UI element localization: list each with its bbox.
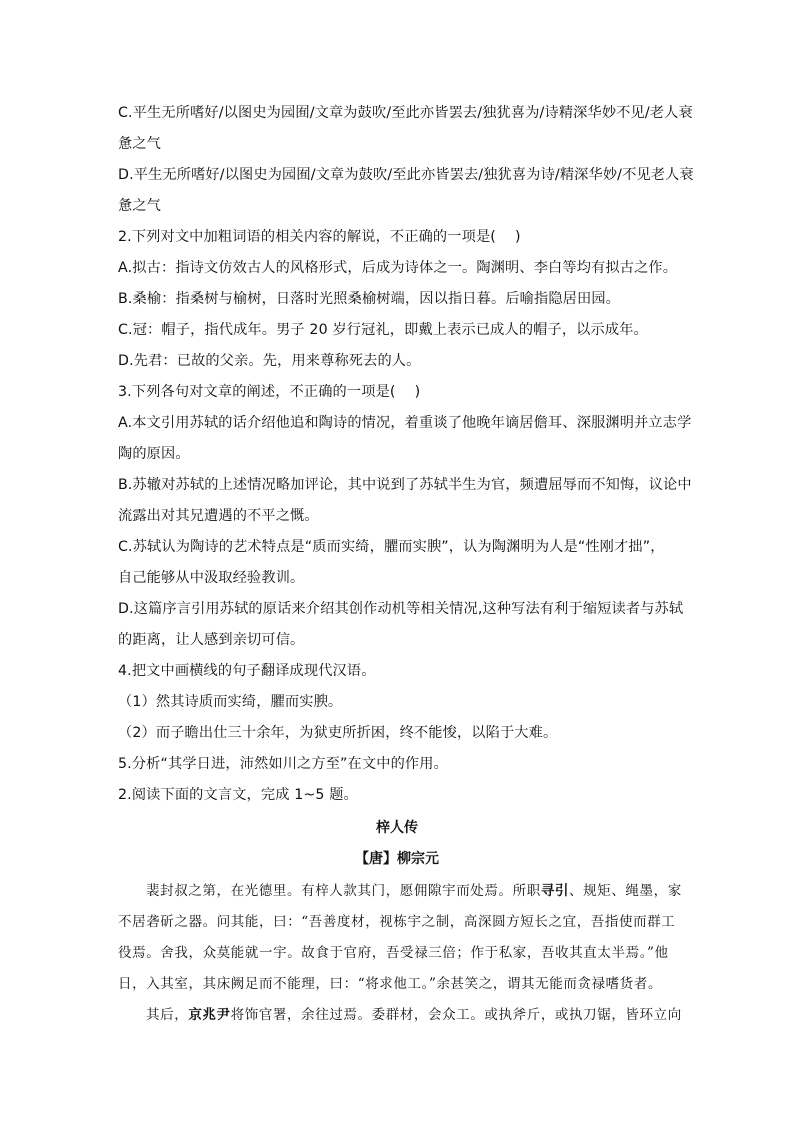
option-d-line-2: 惫之气 xyxy=(118,198,162,214)
q3-option-c-line-1: C.苏轼认为陶诗的艺术特点是“质而实绮，臞而实腴”，认为陶渊明为人是“性刚才拙”， xyxy=(118,539,665,555)
option-d-line-1: D.平生无所嗜好/以图史为园囿/文章为鼓吹/至此亦皆罢去/独犹喜为诗/精深华妙/不见老人衰 xyxy=(118,167,694,183)
passage-text: 将饰官署，余往过焉。委群材，会众工。或执斧斤，或执刀锯，皆环立向 xyxy=(230,1007,682,1023)
bold-term-jingzhaoyin: 京兆尹 xyxy=(188,1007,231,1023)
passage-title: 梓人传 xyxy=(376,820,418,836)
q3-option-d-line-1: D.这篇序言引用苏轼的原话来介绍其创作动机等相关情况,这种写法有利于缩短读者与苏轼 xyxy=(118,601,684,617)
question-2: 2.下列对文中加粗词语的相关内容的解说，不正确的一项是( ) xyxy=(118,229,521,245)
q3-option-b-line-2: 流露出对其兄遭遇的不平之慨。 xyxy=(118,508,319,524)
bold-term-xunyin: 寻引 xyxy=(540,883,570,899)
question-3: 3.下列各句对文章的阐述，不正确的一项是( ) xyxy=(118,384,421,400)
q2-option-b: B.桑榆：指桑树与榆树，日落时光照桑榆树端，因以指日暮。后喻指隐居田园。 xyxy=(118,291,621,307)
q2-option-c: C.冠：帽子，指代成年。男子 20 岁行冠礼，即戴上表示已成人的帽子，以示成年。 xyxy=(118,322,648,338)
question-4: 4.把文中画横线的句子翻译成现代汉语。 xyxy=(118,663,376,679)
passage-p1-line-2: 不居砻斫之器。问其能，曰：“吾善度材，视栋宇之制，高深圆方短长之宜，吾指使而群工 xyxy=(118,914,676,930)
q3-option-b-line-1: B.苏辙对苏轼的上述情况略加评论，其中说到了苏轼半生为官，频遭屈辱而不知悔，议论中 xyxy=(118,477,692,493)
passage-p1-line-4: 日，入其室，其床阙足而不能理，曰：“将求他工。”余甚笑之，谓其无能而贪禄嗜货者。 xyxy=(118,976,663,992)
passage-text: 其后， xyxy=(146,1007,189,1023)
passage-p2-line-1 xyxy=(118,1005,702,1025)
q2-option-d: D.先君：已故的父亲。先，用来尊称死去的人。 xyxy=(118,353,421,369)
q4-item-2: （2）而子瞻出仕三十余年，为狱吏所折困，终不能悛，以陷于大难。 xyxy=(118,725,558,741)
question-5: 5.分析“其学日进，沛然如川之方至”在文中的作用。 xyxy=(118,756,448,772)
q3-option-a-line-1: A.本文引用苏轼的话介绍他追和陶诗的情况，着重谈了他晚年谪居儋耳、深服渊明并立志学 xyxy=(118,415,692,431)
option-c-line-1: C.平生无所嗜好/以图史为园囿/文章为鼓吹/至此亦皆罢去/独犹喜为/诗精深华妙不见/老人衰 xyxy=(118,105,693,121)
q3-option-c-line-2: 自己能够从中汲取经验教训。 xyxy=(118,570,305,586)
option-c-line-2: 惫之气 xyxy=(118,136,162,152)
passage-text: 、规矩、绳墨，家 xyxy=(569,883,682,899)
passage-p1-line-1 xyxy=(118,881,702,901)
q4-item-1: （1）然其诗质而实绮，臞而实腴。 xyxy=(118,694,343,710)
section-2-instruction: 2.阅读下面的文言文，完成 1~5 题。 xyxy=(118,787,358,803)
passage-author: 【唐】柳宗元 xyxy=(355,851,439,867)
passage-text: 裴封叔之第，在光德里。有梓人款其门，愿佣隙宇而处焉。所职 xyxy=(146,883,541,899)
passage-p1-line-3: 役焉。舍我，众莫能就一宇。故食于官府，吾受禄三倍；作于私家，吾收其直太半焉。”他 xyxy=(118,945,669,961)
q3-option-d-line-2: 的距离，让人感到亲切可信。 xyxy=(118,632,305,648)
q2-option-a: A.拟古：指诗文仿效古人的风格形式，后成为诗体之一。陶渊明、李白等均有拟古之作。 xyxy=(118,260,678,276)
q3-option-a-line-2: 陶的原因。 xyxy=(118,446,190,462)
